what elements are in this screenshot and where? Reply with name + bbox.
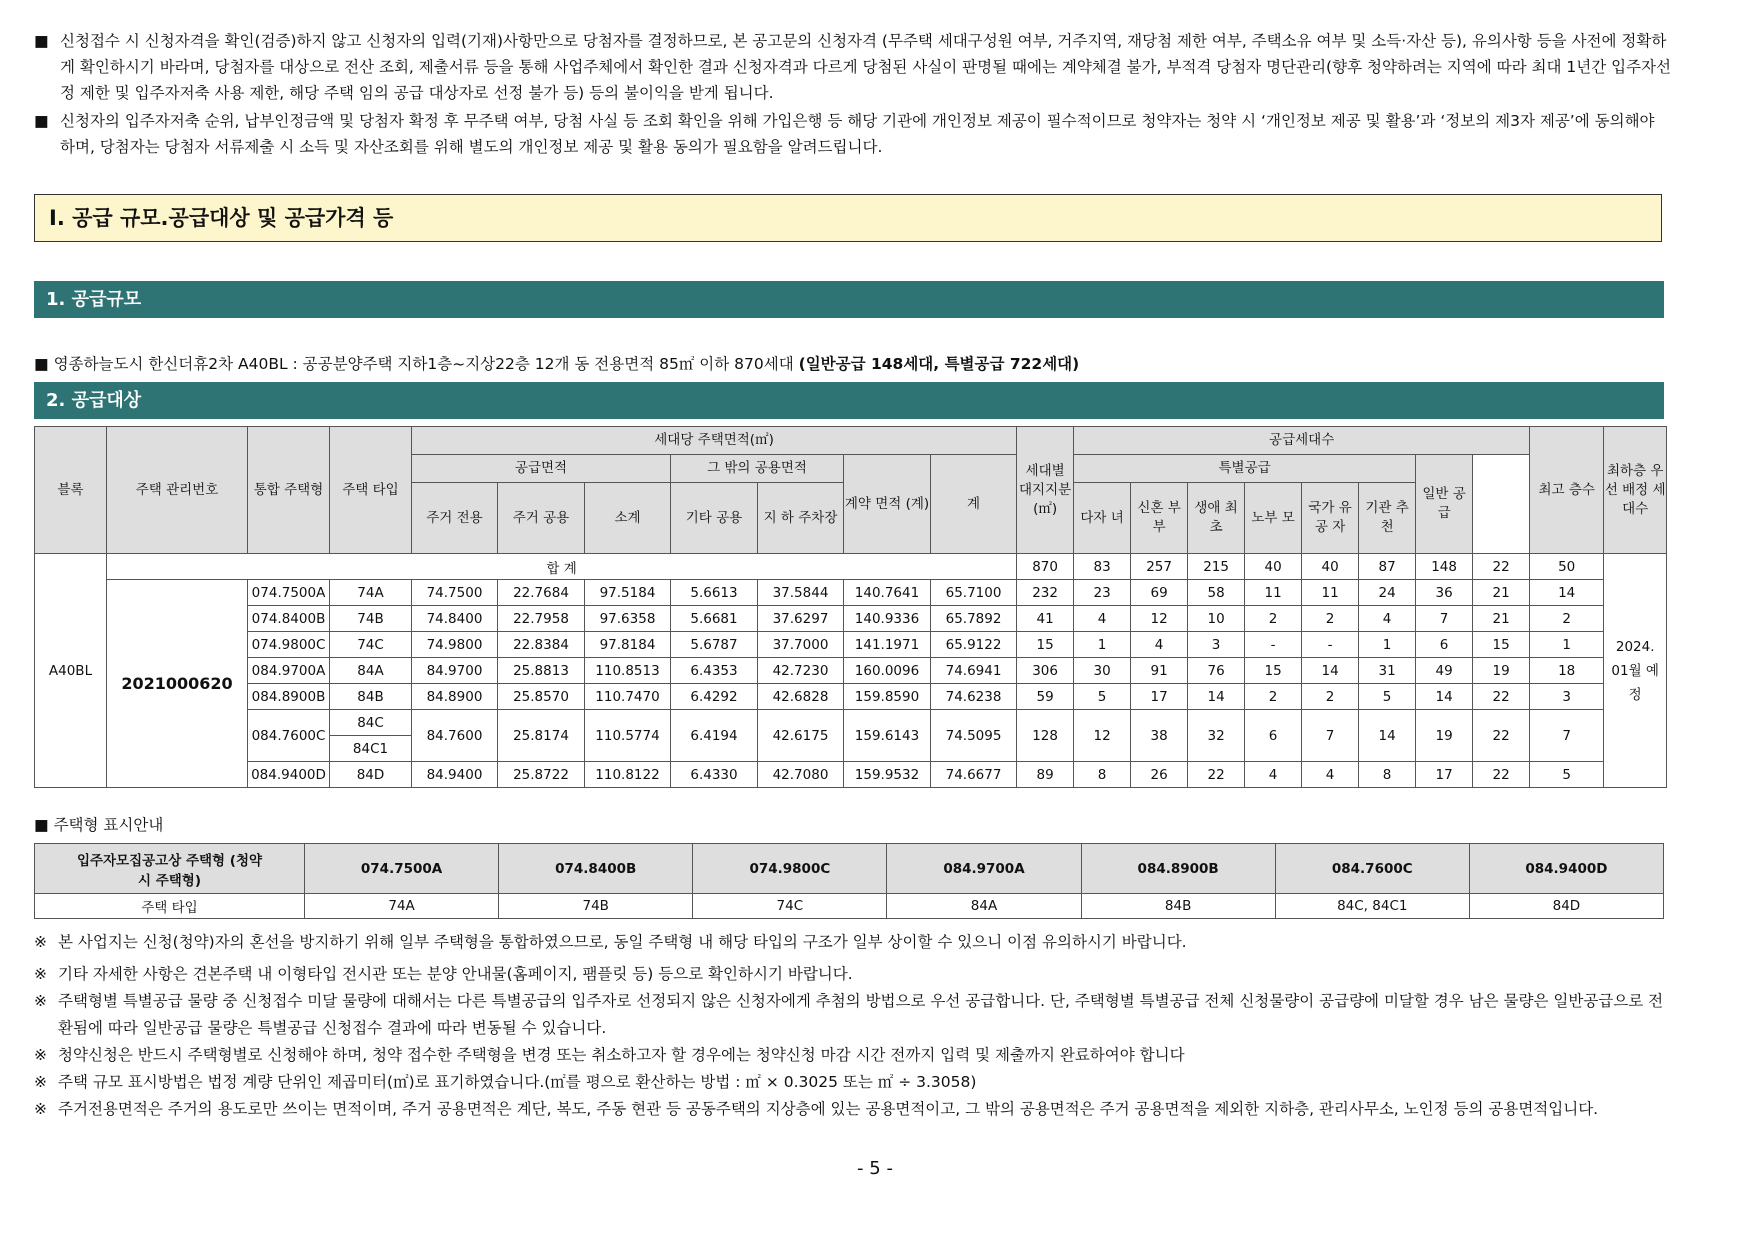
table-cell: 22 bbox=[1473, 710, 1530, 762]
header-area-group: 세대당 주택면적(㎡) bbox=[412, 427, 1017, 455]
table-cell: 074.8400B bbox=[248, 606, 330, 632]
table-cell: 8 bbox=[1074, 762, 1131, 788]
header-land-share: 세대별 대지지분 (㎡) bbox=[1017, 427, 1074, 554]
scale-line bbox=[34, 352, 1079, 376]
header-merit: 국가 유공 자 bbox=[1302, 483, 1359, 554]
table-cell: 15 bbox=[1245, 658, 1302, 684]
table-cell: 19 bbox=[1416, 710, 1473, 762]
table-cell: 15 bbox=[1017, 632, 1074, 658]
table-cell: 1 bbox=[1074, 632, 1131, 658]
table-cell: 4 bbox=[1359, 606, 1416, 632]
table-cell: 97.5184 bbox=[585, 580, 671, 606]
table-cell: 12 bbox=[1074, 710, 1131, 762]
table-cell: 22 bbox=[1188, 762, 1245, 788]
table-cell: 37.5844 bbox=[758, 580, 844, 606]
header-mgmt-no: 주택 관리번호 bbox=[107, 427, 248, 554]
table-cell: 97.8184 bbox=[585, 632, 671, 658]
type-guide-table bbox=[34, 843, 1664, 919]
total-label: 합 계 bbox=[107, 554, 1017, 580]
table-cell: 11 bbox=[1302, 580, 1359, 606]
table-row bbox=[35, 684, 1667, 710]
table-cell: 42.7080 bbox=[758, 762, 844, 788]
table-cell: 36 bbox=[1416, 580, 1473, 606]
header-supply-area: 공급면적 bbox=[412, 455, 671, 483]
table-cell: 6.4194 bbox=[671, 710, 758, 762]
notice-text: 신청접수 시 신청자격을 확인(검증)하지 않고 신청자의 입력(기재)사항만으로 당첨자를 결정하므로, 본 공고문의 신청자격 (무주택 세대구성원 여부, 거주지역, 재당첨 제한 여부, 주택소유 여부 및 소득·자산 등), 유의사항 등을 사전에 정확하게 확인하시기 바라며, 당첨자를 대상으로 전산 조회, 제출서류 등을 통해 사업주체에서 확인한 결과 신청자격과 다르게 당첨된 사실이 판명될 때에는 계약체결 불가, 부적격 당첨자 명단관리(향후 청약하려는 지역에 따라 최대 1년간 입주자선정 제한 및 입주자저축 사용 제한, 해당 주택 임의 공급 대상자로 선정 불가 등) 등의 불이익을 받게 됩니다. bbox=[60, 32, 1671, 102]
notice-text: 신청자의 입주자저축 순위, 납부인정금액 및 당첨자 확정 후 무주택 여부, 당첨 사실 등 조회 확인을 위해 가입은행 등 해당 기관에 개인정보 제공이 필수적이므로 청약자는 청약 시 ‘개인정보 제공 및 활용’과 ‘정보의 제3자 제공’에 동의해야 하며, 당첨자는 당첨자 서류제출 시 소득 및 자산조회를 위해 별도의 개인정보 제공 및 활용 동의가 필요함을 알려드립니다. bbox=[60, 112, 1655, 156]
table-cell: 074.7500A bbox=[248, 580, 330, 606]
table-cell: 110.5774 bbox=[585, 710, 671, 762]
table-cell: 22.8384 bbox=[498, 632, 585, 658]
total-cell: 22 bbox=[1473, 554, 1530, 580]
table-cell: 159.8590 bbox=[844, 684, 931, 710]
note-mark: ※ bbox=[34, 1100, 47, 1118]
table-cell: 5.6681 bbox=[671, 606, 758, 632]
table-cell: 6.4330 bbox=[671, 762, 758, 788]
table-cell: 084.8900B bbox=[248, 684, 330, 710]
table-row bbox=[35, 580, 1667, 606]
note-text: 주택 규모 표시방법은 법정 계량 단위인 제곱미터(㎡)로 표기하였습니다.(㎡를 평으로 환산하는 방법 : ㎡ × 0.3025 또는 ㎡ ÷ 3.3058) bbox=[58, 1073, 977, 1091]
table-cell: 42.6828 bbox=[758, 684, 844, 710]
header-elderly: 노부 모 bbox=[1245, 483, 1302, 554]
table-cell: 159.9532 bbox=[844, 762, 931, 788]
table-cell: 76 bbox=[1188, 658, 1245, 684]
header-general: 일반 공급 bbox=[1416, 455, 1473, 554]
total-cell: 87 bbox=[1359, 554, 1416, 580]
scale-bold: (일반공급 148세대, 특별공급 722세대) bbox=[798, 355, 1080, 373]
table-cell: 74.9800 bbox=[412, 632, 498, 658]
note-mark: ※ bbox=[34, 1073, 47, 1091]
header-total: 계 bbox=[931, 455, 1017, 554]
table-cell: 19 bbox=[1473, 658, 1530, 684]
note-4 bbox=[34, 1042, 1674, 1069]
type-guide-col: 074.9800C bbox=[693, 844, 887, 894]
table-row bbox=[35, 606, 1667, 632]
table-cell: 110.8513 bbox=[585, 658, 671, 684]
type-guide-cell: 84B bbox=[1081, 894, 1275, 919]
type-guide-col: 084.9400D bbox=[1469, 844, 1663, 894]
header-res-excl: 주거 전용 bbox=[412, 483, 498, 554]
table-cell: 084.7600C bbox=[248, 710, 330, 762]
note-text: 본 사업지는 신청(청약)자의 혼선을 방지하기 위해 일부 주택형을 통합하였으므로, 동일 주택형 내 해당 타입의 구조가 일부 상이할 수 있으니 이점 유의하시기 바랍니다. bbox=[58, 933, 1187, 951]
move-in-cell: 2024. 01월 예정 bbox=[1604, 554, 1667, 788]
header-type: 주택 타입 bbox=[330, 427, 412, 554]
header-contract-area: 계약 면적 (계) bbox=[844, 455, 931, 554]
type-guide-cell: 84C, 84C1 bbox=[1275, 894, 1469, 919]
header-other-common-sub: 기타 공용 bbox=[671, 483, 758, 554]
table-cell: 306 bbox=[1017, 658, 1074, 684]
type-guide-col: 084.8900B bbox=[1081, 844, 1275, 894]
table-cell: 84.9700 bbox=[412, 658, 498, 684]
type-guide-cell: 84D bbox=[1469, 894, 1663, 919]
table-cell: 4 bbox=[1131, 632, 1188, 658]
note-mark: ※ bbox=[34, 992, 47, 1010]
table-cell: 4 bbox=[1074, 606, 1131, 632]
total-cell: 40 bbox=[1302, 554, 1359, 580]
note-mark: ※ bbox=[34, 965, 47, 983]
table-cell: 084.9400D bbox=[248, 762, 330, 788]
table-cell: 084.9700A bbox=[248, 658, 330, 684]
section-title: Ⅰ. 공급 규모.공급대상 및 공급가격 등 bbox=[34, 194, 1662, 242]
table-cell: 7 bbox=[1530, 710, 1604, 762]
total-cell: 257 bbox=[1131, 554, 1188, 580]
table-cell: 65.9122 bbox=[931, 632, 1017, 658]
header-parking: 지 하 주차장 bbox=[758, 483, 844, 554]
table-cell: 7 bbox=[1302, 710, 1359, 762]
table-cell: 14 bbox=[1359, 710, 1416, 762]
table-cell: 21 bbox=[1473, 606, 1530, 632]
table-cell: 25.8722 bbox=[498, 762, 585, 788]
table-cell: 84.8900 bbox=[412, 684, 498, 710]
table-cell: 84.7600 bbox=[412, 710, 498, 762]
table-cell: 5 bbox=[1530, 762, 1604, 788]
table-cell: 25.8813 bbox=[498, 658, 585, 684]
note-mark: ※ bbox=[34, 1046, 47, 1064]
table-cell: 11 bbox=[1245, 580, 1302, 606]
table-cell: 3 bbox=[1188, 632, 1245, 658]
table-cell: 59 bbox=[1017, 684, 1074, 710]
table-cell: 74.6941 bbox=[931, 658, 1017, 684]
table-cell: 74.5095 bbox=[931, 710, 1017, 762]
table-cell: 24 bbox=[1359, 580, 1416, 606]
type-guide-head-label: 입주자모집공고상 주택형 (청약시 주택형) bbox=[35, 844, 305, 894]
total-cell: 83 bbox=[1074, 554, 1131, 580]
note-2 bbox=[34, 961, 1674, 988]
table-cell: 84D bbox=[330, 762, 412, 788]
header-other-common: 그 밖의 공용면적 bbox=[671, 455, 844, 483]
table-cell: 232 bbox=[1017, 580, 1074, 606]
table-row-total bbox=[35, 554, 1667, 580]
table-cell: 84B bbox=[330, 684, 412, 710]
table-cell: 5 bbox=[1074, 684, 1131, 710]
note-mark: ※ bbox=[34, 933, 47, 951]
table-cell: 110.7470 bbox=[585, 684, 671, 710]
note-text: 청약신청은 반드시 주택형별로 신청해야 하며, 청약 접수한 주택형을 변경 또는 취소하고자 할 경우에는 청약신청 마감 시간 전까지 입력 및 제출까지 완료하여야 합니다 bbox=[58, 1046, 1185, 1064]
table-cell: 6.4353 bbox=[671, 658, 758, 684]
supply-target-table bbox=[34, 426, 1667, 788]
bullet-mark: ■ bbox=[34, 32, 49, 50]
header-res-common: 주거 공용 bbox=[498, 483, 585, 554]
header-integrated-type: 통합 주택형 bbox=[248, 427, 330, 554]
table-cell: 37.7000 bbox=[758, 632, 844, 658]
table-cell: 42.7230 bbox=[758, 658, 844, 684]
table-cell: 10 bbox=[1188, 606, 1245, 632]
type-guide-cell: 74A bbox=[305, 894, 499, 919]
note-1 bbox=[34, 929, 1674, 956]
type-guide-row-label: 주택 타입 bbox=[35, 894, 305, 919]
table-cell: 65.7892 bbox=[931, 606, 1017, 632]
header-institution: 기관 추천 bbox=[1359, 483, 1416, 554]
table-cell: 74B bbox=[330, 606, 412, 632]
type-guide-cell: 74C bbox=[693, 894, 887, 919]
total-cell: 40 bbox=[1245, 554, 1302, 580]
header-top-floor: 최고 층수 bbox=[1530, 427, 1604, 554]
table-cell: 128 bbox=[1017, 710, 1074, 762]
table-cell: 12 bbox=[1131, 606, 1188, 632]
table-cell: 14 bbox=[1188, 684, 1245, 710]
table-cell: 110.8122 bbox=[585, 762, 671, 788]
table-row bbox=[35, 632, 1667, 658]
table-cell: 159.6143 bbox=[844, 710, 931, 762]
note-text: 기타 자세한 사항은 견본주택 내 이형타입 전시관 또는 분양 안내물(홈페이지, 팸플릿 등) 등으로 확인하시기 바랍니다. bbox=[58, 965, 853, 983]
block-cell: A40BL bbox=[35, 554, 107, 788]
table-cell: 25.8174 bbox=[498, 710, 585, 762]
table-cell: 21 bbox=[1473, 580, 1530, 606]
table-cell: 25.8570 bbox=[498, 684, 585, 710]
note-5 bbox=[34, 1069, 1674, 1096]
total-cell: 215 bbox=[1188, 554, 1245, 580]
table-cell: 4 bbox=[1302, 762, 1359, 788]
scale-text: ■ 영종하늘도시 한신더휴2차 A40BL : 공공분양주택 지하1층~지상22층 12개 동 전용면적 85㎡ 이하 870세대 bbox=[34, 355, 794, 373]
total-cell: 50 bbox=[1530, 554, 1604, 580]
table-cell: 140.7641 bbox=[844, 580, 931, 606]
table-cell: 23 bbox=[1074, 580, 1131, 606]
table-cell: 22.7684 bbox=[498, 580, 585, 606]
notice-1 bbox=[34, 28, 1674, 106]
table-cell: 18 bbox=[1530, 658, 1604, 684]
table-cell: 2 bbox=[1302, 684, 1359, 710]
total-cell: 148 bbox=[1416, 554, 1473, 580]
table-cell: 8 bbox=[1359, 762, 1416, 788]
table-cell: 42.6175 bbox=[758, 710, 844, 762]
table-cell: 84A bbox=[330, 658, 412, 684]
table-cell: 140.9336 bbox=[844, 606, 931, 632]
type-guide-cell: 74B bbox=[499, 894, 693, 919]
table-cell: 2 bbox=[1245, 606, 1302, 632]
table-cell: 17 bbox=[1416, 762, 1473, 788]
type-guide-col: 084.9700A bbox=[887, 844, 1081, 894]
header-first-time: 생애 최초 bbox=[1188, 483, 1245, 554]
table-cell: 30 bbox=[1074, 658, 1131, 684]
header-subtotal: 소계 bbox=[585, 483, 671, 554]
table-cell: 6 bbox=[1416, 632, 1473, 658]
table-cell: 2 bbox=[1302, 606, 1359, 632]
table-cell: 74.8400 bbox=[412, 606, 498, 632]
table-cell: 14 bbox=[1530, 580, 1604, 606]
header-special: 특별공급 bbox=[1074, 455, 1416, 483]
bullet-mark: ■ bbox=[34, 112, 49, 130]
table-cell: 22.7958 bbox=[498, 606, 585, 632]
note-6 bbox=[34, 1096, 1674, 1123]
table-cell: 41 bbox=[1017, 606, 1074, 632]
table-cell: 141.1971 bbox=[844, 632, 931, 658]
table-cell: 74.6238 bbox=[931, 684, 1017, 710]
table-cell: - bbox=[1302, 632, 1359, 658]
subsection-supply-scale: 1. 공급규모 bbox=[34, 281, 1664, 318]
table-cell: 74A bbox=[330, 580, 412, 606]
table-cell: 26 bbox=[1131, 762, 1188, 788]
header-newlywed: 신혼 부부 bbox=[1131, 483, 1188, 554]
table-cell: 2 bbox=[1530, 606, 1604, 632]
table-cell: 5.6613 bbox=[671, 580, 758, 606]
header-units-group: 공급세대수 bbox=[1074, 427, 1530, 455]
table-cell: 32 bbox=[1188, 710, 1245, 762]
type-guide-col: 074.8400B bbox=[499, 844, 693, 894]
table-cell: 6 bbox=[1245, 710, 1302, 762]
table-cell: 3 bbox=[1530, 684, 1604, 710]
table-cell: 14 bbox=[1302, 658, 1359, 684]
table-row bbox=[35, 658, 1667, 684]
subsection-supply-target: 2. 공급대상 bbox=[34, 382, 1664, 419]
table-cell: 89 bbox=[1017, 762, 1074, 788]
table-cell: - bbox=[1245, 632, 1302, 658]
table-cell: 17 bbox=[1131, 684, 1188, 710]
table-cell: 38 bbox=[1131, 710, 1188, 762]
table-cell: 97.6358 bbox=[585, 606, 671, 632]
table-cell: 074.9800C bbox=[248, 632, 330, 658]
table-cell: 84C1 bbox=[330, 736, 412, 762]
notice-2 bbox=[34, 108, 1674, 160]
note-text: 주거전용면적은 주거의 용도로만 쓰이는 면적이며, 주거 공용면적은 계단, 복도, 주동 현관 등 공동주택의 지상층에 있는 공용면적이고, 그 밖의 공용면적은 주거 공용면적을 제외한 지하층, 관리사무소, 노인정 등의 공용면적입니다. bbox=[58, 1100, 1599, 1118]
table-cell: 84.9400 bbox=[412, 762, 498, 788]
table-cell: 65.7100 bbox=[931, 580, 1017, 606]
page-number: - 5 - bbox=[857, 1158, 893, 1179]
table-cell: 31 bbox=[1359, 658, 1416, 684]
header-low-floor: 최하층 우선 배정 세대수 bbox=[1604, 427, 1667, 554]
table-cell: 22 bbox=[1473, 762, 1530, 788]
table-cell: 5 bbox=[1359, 684, 1416, 710]
type-guide-title: ■ 주택형 표시안내 bbox=[34, 816, 164, 834]
table-cell: 74C bbox=[330, 632, 412, 658]
header-multi-child: 다자 녀 bbox=[1074, 483, 1131, 554]
note-text: 주택형별 특별공급 물량 중 신청접수 미달 물량에 대해서는 다른 특별공급의 입주자로 선정되지 않은 신청자에게 추첨의 방법으로 우선 공급합니다. 단, 주택형별 특별공급 전체 신청물량이 공급량에 미달할 경우 남은 물량은 일반공급으로 전환됨에 따라 일반공급 물량은 특별공급 신청접수 결과에 따라 변동될 수 있습니다. bbox=[58, 992, 1664, 1037]
table-row bbox=[35, 762, 1667, 788]
table-cell: 160.0096 bbox=[844, 658, 931, 684]
table-cell: 91 bbox=[1131, 658, 1188, 684]
table-cell: 14 bbox=[1416, 684, 1473, 710]
type-guide-col: 074.7500A bbox=[305, 844, 499, 894]
table-cell: 4 bbox=[1245, 762, 1302, 788]
table-cell: 15 bbox=[1473, 632, 1530, 658]
mgmt-no-cell: 2021000620 bbox=[107, 580, 248, 788]
table-cell: 69 bbox=[1131, 580, 1188, 606]
table-row bbox=[35, 710, 1667, 736]
header-block: 블록 bbox=[35, 427, 107, 554]
table-cell: 22 bbox=[1473, 684, 1530, 710]
type-guide-cell: 84A bbox=[887, 894, 1081, 919]
table-cell: 84C bbox=[330, 710, 412, 736]
table-cell: 58 bbox=[1188, 580, 1245, 606]
table-cell: 74.7500 bbox=[412, 580, 498, 606]
table-cell: 1 bbox=[1530, 632, 1604, 658]
table-cell: 2 bbox=[1245, 684, 1302, 710]
total-cell: 870 bbox=[1017, 554, 1074, 580]
table-cell: 74.6677 bbox=[931, 762, 1017, 788]
type-guide-col: 084.7600C bbox=[1275, 844, 1469, 894]
table-cell: 5.6787 bbox=[671, 632, 758, 658]
note-3 bbox=[34, 988, 1674, 1042]
table-cell: 49 bbox=[1416, 658, 1473, 684]
table-cell: 1 bbox=[1359, 632, 1416, 658]
table-cell: 7 bbox=[1416, 606, 1473, 632]
table-cell: 37.6297 bbox=[758, 606, 844, 632]
table-cell: 6.4292 bbox=[671, 684, 758, 710]
